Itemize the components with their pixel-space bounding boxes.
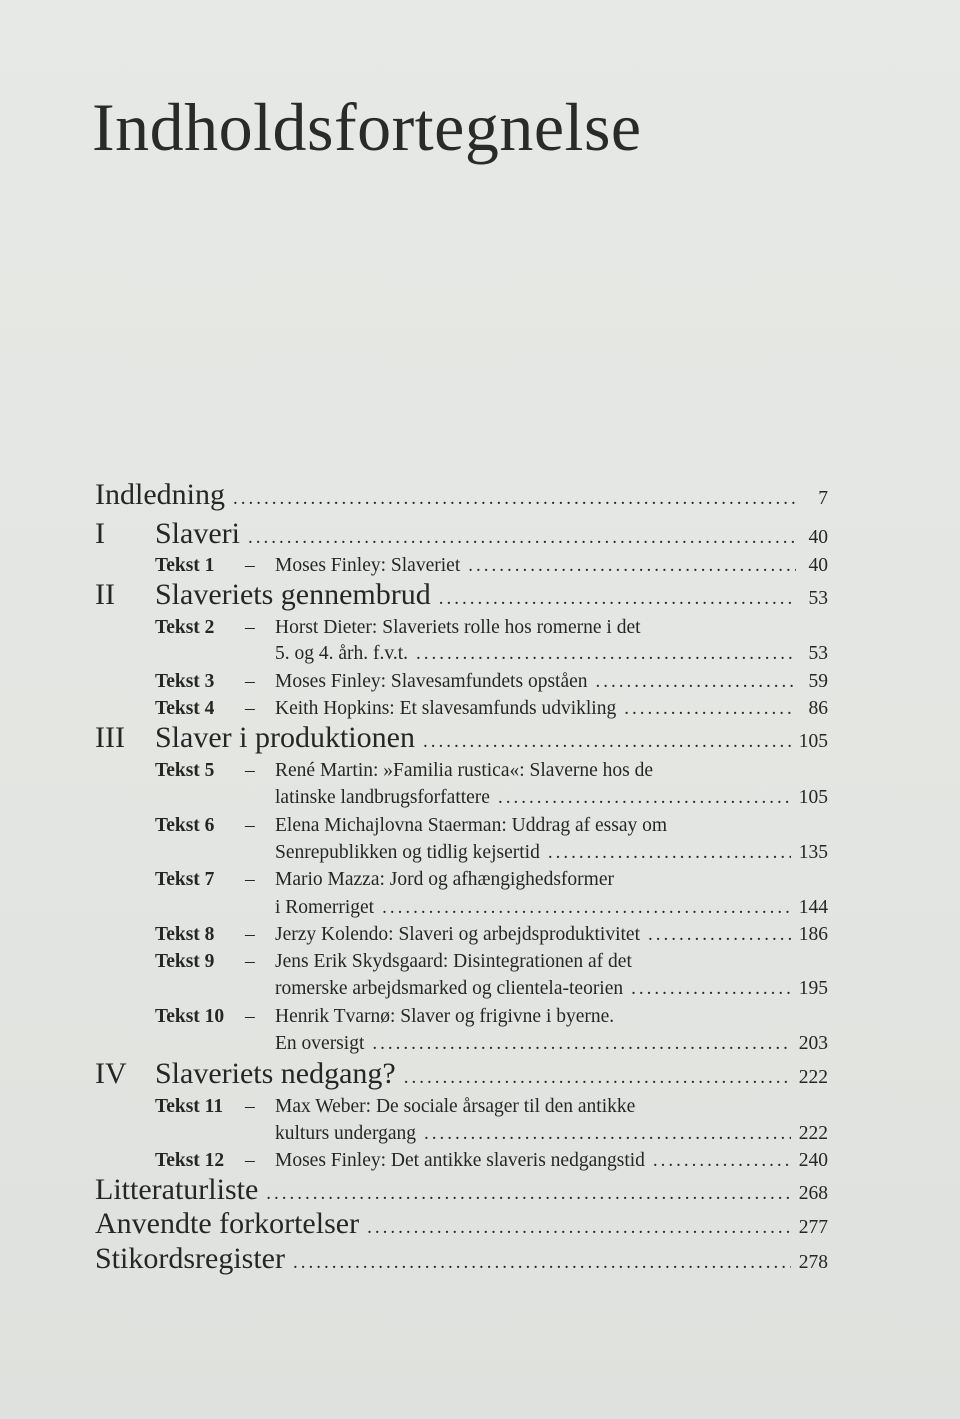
page-number: 105 (798, 787, 828, 808)
entry-text: Moses Finley: Det antikke slaveris nedgangstid (275, 1150, 645, 1171)
section-title: Slaver i produktionen (155, 721, 415, 754)
toc-text-entry[interactable] (95, 617, 828, 639)
toc-text-entry-continuation[interactable] (95, 787, 828, 809)
page-number: 222 (798, 1123, 828, 1144)
toc-text-entry[interactable] (95, 760, 828, 782)
entry-text-continued: En oversigt (275, 1033, 365, 1054)
dot-leader (382, 897, 791, 919)
toc-section-entry[interactable] (95, 1242, 828, 1276)
entry-text: Jerzy Kolendo: Slaveri og arbejdsproduktivitet (275, 924, 640, 945)
page-number: 277 (798, 1217, 828, 1238)
page-number: 86 (808, 698, 828, 719)
dash-separator: – (245, 1006, 255, 1027)
dot-leader (468, 555, 796, 577)
entry-text-continued: kulturs undergang (275, 1123, 416, 1144)
dash-separator: – (245, 760, 255, 781)
entry-text-continued: Senrepublikken og tidlig kejsertid (275, 842, 540, 863)
section-title: Slaveriets gennembrud (155, 578, 431, 611)
dot-leader (404, 1067, 791, 1089)
page-number: 144 (798, 897, 828, 918)
page-number: 195 (798, 978, 828, 999)
dot-leader (498, 787, 791, 809)
dash-separator: – (245, 698, 255, 719)
dot-leader (372, 1033, 790, 1055)
entry-text: Elena Michajlovna Staerman: Uddrag af essay om (275, 815, 668, 836)
toc-section-entry[interactable] (95, 578, 828, 612)
page-number: 240 (798, 1150, 828, 1171)
dash-separator: – (245, 815, 255, 836)
toc-section-entry[interactable] (95, 1057, 828, 1091)
page-number: 135 (798, 842, 828, 863)
page-number: 40 (808, 527, 828, 548)
dot-leader (423, 731, 791, 753)
dash-separator: – (245, 1150, 255, 1171)
toc-text-entry[interactable] (95, 869, 828, 891)
dot-leader (367, 1217, 791, 1239)
toc-text-entry-continuation[interactable] (95, 1123, 828, 1145)
page-number: 59 (808, 671, 828, 692)
dot-leader (266, 1183, 790, 1205)
toc-section-entry[interactable] (95, 517, 828, 551)
dash-separator: – (245, 617, 255, 638)
toc-text-entry-continuation[interactable] (95, 643, 828, 665)
dot-leader (596, 671, 796, 693)
dot-leader (424, 1123, 791, 1145)
section-title: Litteraturliste (95, 1173, 259, 1206)
text-label: Tekst 9 (155, 951, 215, 972)
dash-separator: – (245, 869, 255, 890)
page-number: 53 (808, 643, 828, 664)
toc-section-entry[interactable] (95, 721, 828, 755)
toc-text-entry-continuation[interactable] (95, 1033, 828, 1055)
entry-text: Max Weber: De sociale årsager til den antikke (275, 1096, 636, 1117)
text-label: Tekst 6 (155, 815, 215, 836)
dot-leader (624, 698, 796, 720)
toc-text-entry[interactable] (95, 951, 828, 973)
page-number: 7 (818, 488, 828, 509)
entry-text: Mario Mazza: Jord og afhængighedsformer (275, 869, 614, 890)
toc-text-entry-continuation[interactable] (95, 978, 828, 1000)
section-title: Slaveri (155, 517, 240, 550)
dot-leader (648, 924, 791, 946)
dot-leader (548, 842, 791, 864)
dash-separator: – (245, 951, 255, 972)
page-number: 53 (808, 588, 828, 609)
toc-text-entry-continuation[interactable] (95, 842, 828, 864)
toc-text-entry[interactable] (95, 1150, 828, 1172)
text-label: Tekst 4 (155, 698, 215, 719)
dot-leader (631, 978, 791, 1000)
toc-text-entry[interactable] (95, 1006, 828, 1028)
entry-text: René Martin: »Familia rustica«: Slaverne hos de (275, 760, 653, 781)
toc-text-entry[interactable] (95, 924, 828, 946)
text-label: Tekst 7 (155, 869, 215, 890)
toc-text-entry[interactable] (95, 671, 828, 693)
entry-text-continued: 5. og 4. årh. f.v.t. (275, 643, 409, 664)
toc-text-entry[interactable] (95, 1096, 828, 1118)
section-title: Anvendte forkortelser (95, 1207, 360, 1240)
page-number: 105 (798, 731, 828, 752)
page-number: 40 (808, 555, 828, 576)
section-title: Slaveriets nedgang? (155, 1057, 396, 1090)
dot-leader (653, 1150, 791, 1172)
entry-text: Jens Erik Skydsgaard: Disintegrationen af det (275, 951, 632, 972)
dot-leader (233, 488, 796, 510)
entry-text-continued: latinske landbrugsforfattere (275, 787, 490, 808)
toc-section-entry[interactable] (95, 1207, 828, 1241)
toc-section-entry[interactable] (95, 1173, 828, 1207)
entry-text: Henrik Tvarnø: Slaver og frigivne i byerne. (275, 1006, 615, 1027)
text-label: Tekst 5 (155, 760, 215, 781)
section-title: Stikordsregister (95, 1242, 285, 1275)
dot-leader (439, 588, 796, 610)
page-number: 268 (798, 1183, 828, 1204)
dash-separator: – (245, 1096, 255, 1117)
toc-text-entry-continuation[interactable] (95, 897, 828, 919)
text-label: Tekst 3 (155, 671, 215, 692)
text-label: Tekst 8 (155, 924, 215, 945)
page-number: 278 (798, 1252, 828, 1273)
dash-separator: – (245, 555, 255, 576)
entry-text: Moses Finley: Slaveriet (275, 555, 461, 576)
text-label: Tekst 10 (155, 1006, 225, 1027)
entry-text-continued: romerske arbejdsmarked og clientela-teorien (275, 978, 624, 999)
section-numeral: III (95, 721, 125, 754)
dot-leader (248, 527, 796, 549)
page-title: Indholdsfortegnelse (92, 89, 642, 165)
toc-text-entry[interactable] (95, 815, 828, 837)
dot-leader (293, 1252, 791, 1274)
section-numeral: I (95, 517, 105, 550)
entry-text: Moses Finley: Slavesamfundets opståen (275, 671, 588, 692)
dot-leader (416, 643, 796, 665)
page-number: 203 (798, 1033, 828, 1054)
page-number: 222 (798, 1067, 828, 1088)
section-title: Indledning (95, 478, 225, 511)
toc-section-entry[interactable] (95, 478, 828, 512)
entry-text: Keith Hopkins: Et slavesamfunds udvikling (275, 698, 617, 719)
dash-separator: – (245, 924, 255, 945)
page-number: 186 (798, 924, 828, 945)
toc-text-entry[interactable] (95, 555, 828, 577)
section-numeral: IV (95, 1057, 127, 1090)
text-label: Tekst 12 (155, 1150, 225, 1171)
entry-text-continued: i Romerriget (275, 897, 375, 918)
dash-separator: – (245, 671, 255, 692)
entry-text: Horst Dieter: Slaveriets rolle hos romerne i det (275, 617, 641, 638)
text-label: Tekst 11 (155, 1096, 224, 1117)
section-numeral: II (95, 578, 115, 611)
toc-text-entry[interactable] (95, 698, 828, 720)
text-label: Tekst 1 (155, 555, 215, 576)
text-label: Tekst 2 (155, 617, 215, 638)
